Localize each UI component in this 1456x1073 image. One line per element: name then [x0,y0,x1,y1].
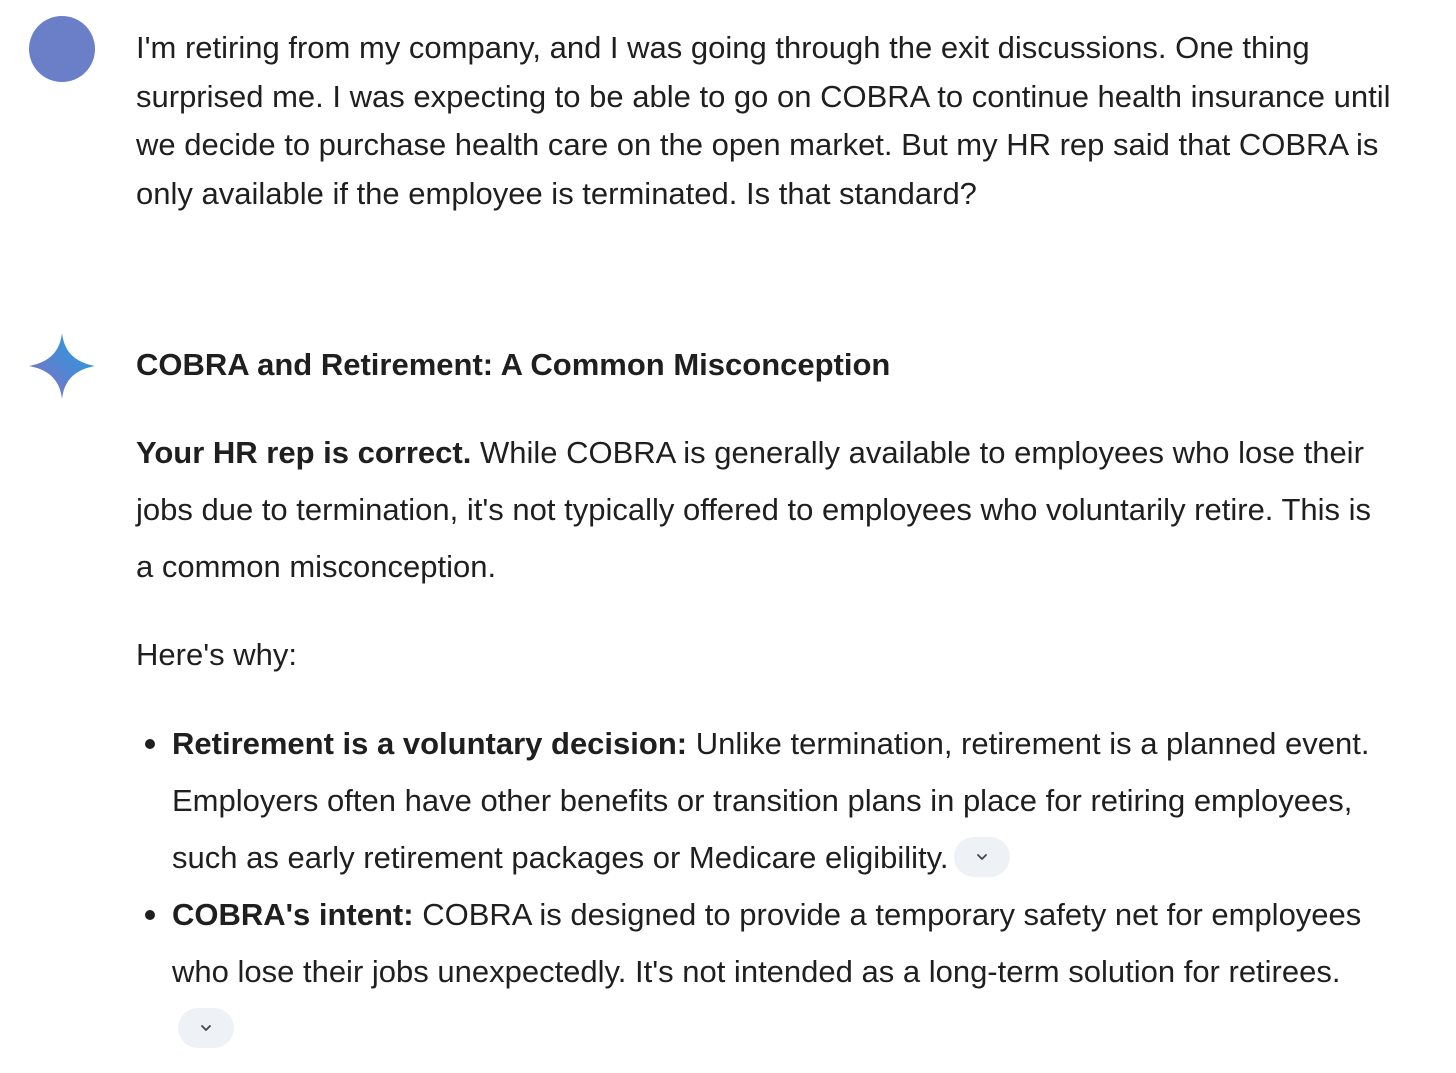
response-title: COBRA and Retirement: A Common Misconception [136,347,891,382]
expand-chip-button[interactable] [178,1008,234,1048]
intro-text: While COBRA is generally available to employees who lose their jobs due to termination, it's not typically offered to employees who voluntarily retire. This is a common misconception. [136,435,1372,584]
expand-chip-button[interactable] [954,837,1010,877]
list-item [136,886,1396,1057]
bullet-bold: COBRA's intent: [172,897,414,932]
why-label: Here's why: [136,637,297,672]
bullet-dot [145,739,155,749]
intro-paragraph [136,424,1376,595]
assistant-response [136,340,1416,989]
user-avatar [29,16,95,82]
bullet-bold: Retirement is a voluntary decision: [172,726,688,761]
chevron-down-icon [975,850,989,864]
list-item [136,715,1396,886]
sparkle-icon [29,333,95,399]
bullet-dot [145,910,155,920]
bullet-text: Unlike termination, retirement is a planned event. Employers often have other benefits or transition plans in place for retiring employees, such as early retirement packages or Medicare eligibility. [172,726,1370,875]
reasons-list [136,715,1396,1057]
intro-bold: Your HR rep is correct. [136,435,472,470]
bullet-text: COBRA is designed to provide a temporary safety net for employees who lose their jobs unexpectedly. It's not intended as a long-term solution for retirees. [172,897,1362,989]
chevron-down-icon [199,1021,213,1035]
user-message: I'm retiring from my company, and I was going through the exit discussions. One thing surprised me. I was expecting to be able to go on COBRA to continue health insurance until we decide to purchase health care on the open market. But my HR rep said that COBRA is only available if the employee is terminated. Is that standard? [136,30,1391,211]
